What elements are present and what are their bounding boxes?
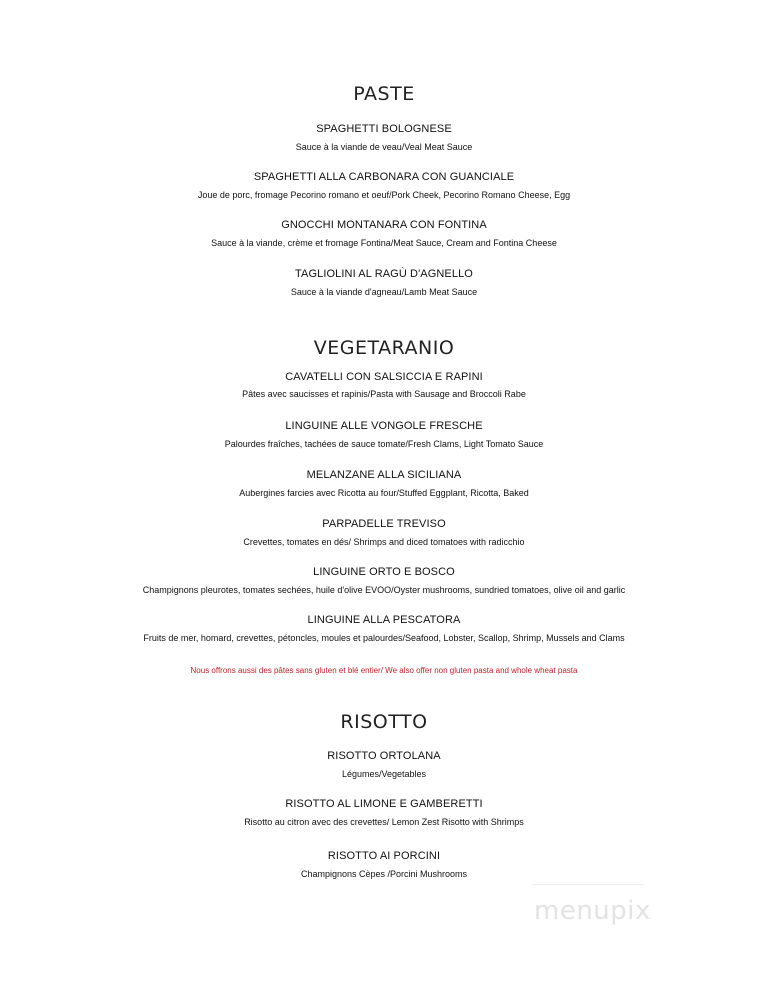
dish-description: Champignons Cèpes /Porcini Mushrooms [300, 869, 468, 879]
dish-name: PARPADELLE TREVISO [322, 518, 446, 530]
dish-name: CAVATELLI CON SALSICCIA E RAPINI [285, 371, 483, 383]
dish-name: MELANZANE ALLA SICILIANA [306, 469, 462, 481]
dish-name: GNOCCHI MONTANARA CON FONTINA [281, 219, 487, 231]
dish-description: Fruits de mer, homard, crevettes, pétoncles, moules et palourdes/Seafood, Lobster, Scallop, Shrimp, Mussels and Clams [143, 633, 625, 643]
dish-name: LINGUINE ALLE VONGOLE FRESCHE [285, 420, 483, 432]
dish-description: Champignons pleurotes, tomates sechées, huile d'olive EVOO/Oyster mushrooms, sundried tomatoes, olive oil and garlic [142, 585, 626, 595]
dish-description: Crevettes, tomates en dés/ Shrimps and diced tomatoes with radicchio [243, 537, 525, 547]
dish-name: RISOTTO AI PORCINI [327, 850, 441, 862]
section-title-risotto: RISOTTO [340, 711, 428, 733]
dish-description: Pâtes avec saucisses et rapinis/Pasta with Sausage and Broccoli Rabe [242, 389, 526, 399]
dish-description: Sauce à la viande d'agneau/Lamb Meat Sauce [290, 287, 478, 297]
dish-name: SPAGHETTI BOLOGNESE [316, 123, 452, 135]
dish-description: Palourdes fraîches, tachées de sauce tomate/Fresh Clams, Light Tomato Sauce [224, 439, 544, 449]
dish-description: Sauce à la viande de veau/Veal Meat Sauce [295, 142, 473, 152]
dish-description: Risotto au citron avec des crevettes/ Lemon Zest Risotto with Shrimps [244, 817, 524, 827]
section-title-vegetaranio: VEGETARANIO [313, 337, 455, 359]
dish-description: Aubergines farcies avec Ricotta au four/Stuffed Eggplant, Ricotta, Baked [239, 488, 529, 498]
dish-name: LINGUINE ORTO E BOSCO [313, 566, 455, 578]
dish-name: TAGLIOLINI AL RAGÙ D'AGNELLO [295, 268, 473, 280]
dish-name: LINGUINE ALLA PESCATORA [307, 614, 461, 626]
dish-name: RISOTTO ORTOLANA [327, 750, 441, 762]
dish-description: Joue de porc, fromage Pecorino romano et oeuf/Pork Cheek, Pecorino Romano Cheese, Egg [197, 190, 571, 200]
section-title-paste: PASTE [353, 83, 415, 105]
dish-name: RISOTTO AL LIMONE E GAMBERETTI [285, 798, 483, 810]
dish-name: SPAGHETTI ALLA CARBONARA CON GUANCIALE [253, 171, 515, 183]
watermark-rule [532, 884, 644, 885]
dish-description: Sauce à la viande, crème et fromage Fontina/Meat Sauce, Cream and Fontina Cheese [211, 238, 557, 248]
dish-description: Légumes/Vegetables [341, 769, 427, 779]
menupix-watermark: menupix [534, 896, 651, 926]
gluten-free-note: Nous offrons aussi des pâtes sans gluten et blé entier/ We also offer non gluten pasta and whole wheat pasta [190, 666, 578, 675]
